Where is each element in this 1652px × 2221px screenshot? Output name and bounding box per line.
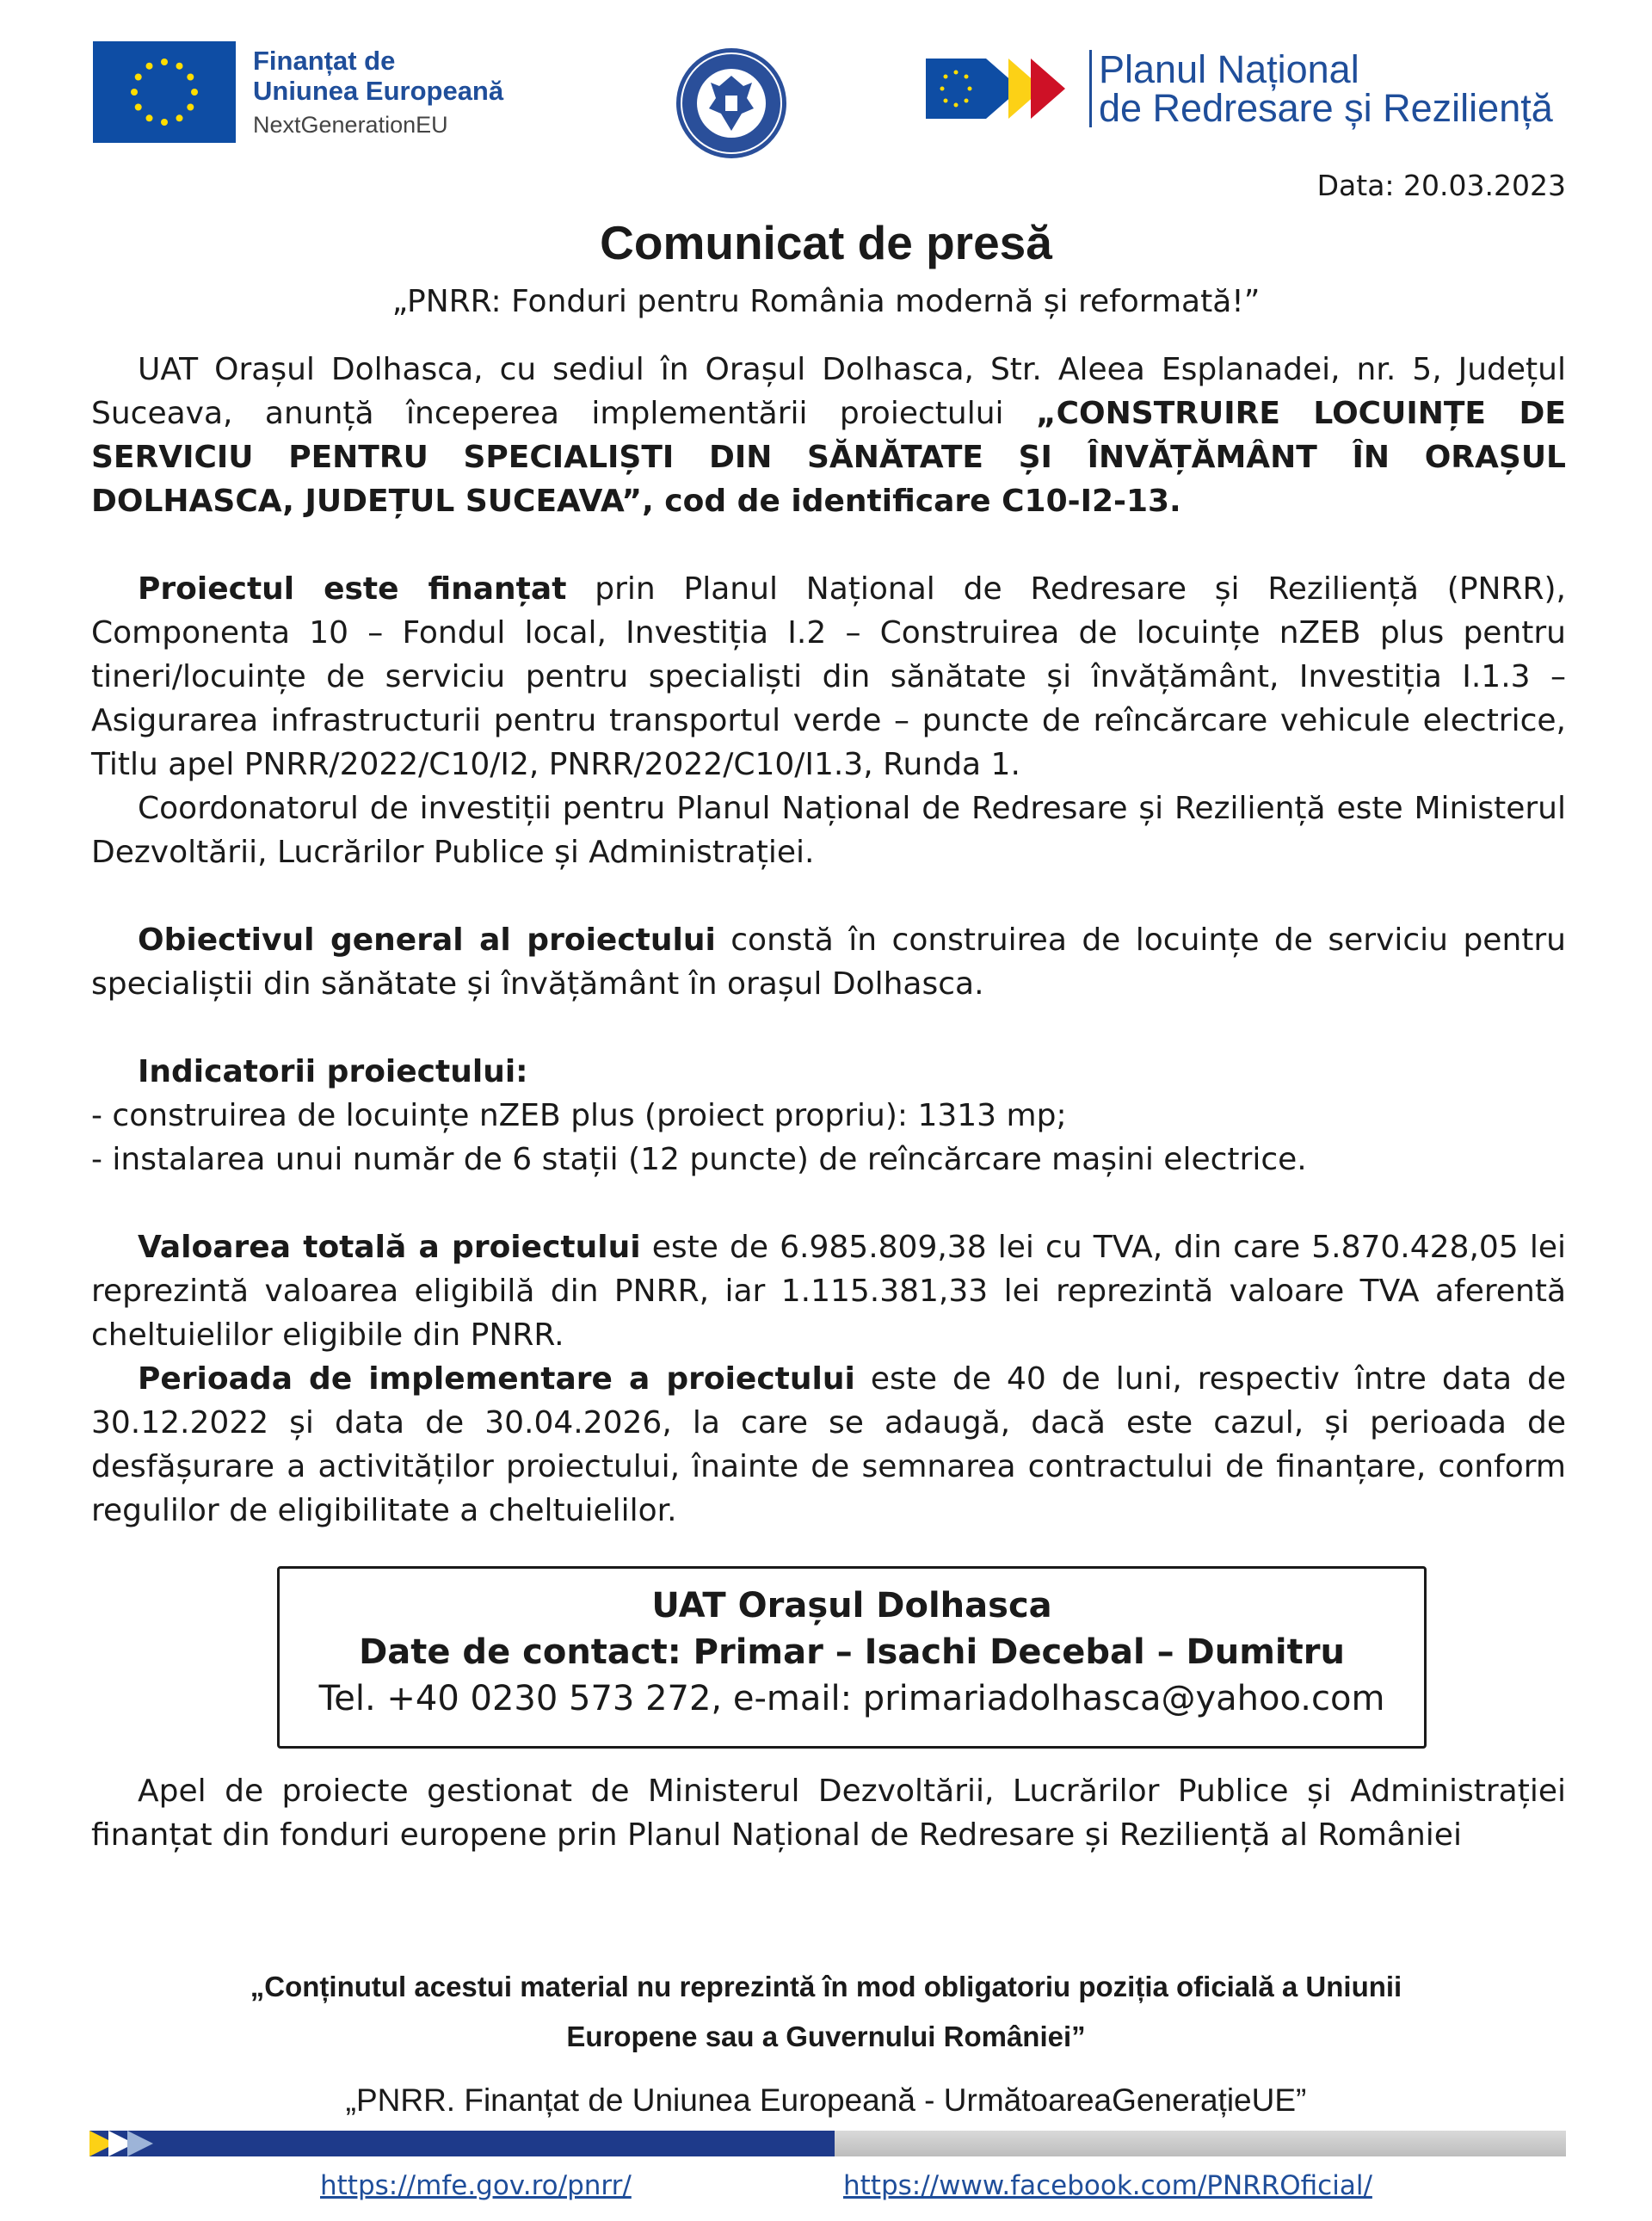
paragraph-objective: Obiectivul general al proiectului constă în construirea de locuințe de serviciu pentru specialiștii din sănătate și învățământ în orașul Dolhasca. bbox=[91, 922, 1566, 1002]
paragraph-implementation-period: Perioada de implementare a proiectului este de 40 de luni, respectiv între data de 30.12.2022 și data de 30.04.2026, la care se adaugă, dacă este cazul, și perioada de desfășurare a activităților proiectului, înainte de semnarea contractului de finanțare, conform regulilor de eligibilitate a cheltuielilor. bbox=[91, 1361, 1567, 1528]
disclaimer-line2: Europene sau a Guvernului României” bbox=[566, 2020, 1086, 2052]
tagline: „PNRR. Finanțat de Uniunea Europeană - UrmătoareaGenerațieUE” bbox=[345, 2082, 1307, 2118]
paragraph-financing: Proiectul este finanțat prin Planul Național de Redresare și Reziliență (PNRR), Componenta 10 – Fondul local, Investiția I.2 – Construirea de locuințe nZEB plus pentru tineri/locuințe de serviciu pentru specialiști din sănătate și învățământ, Investiția I.1.3 – Asigurarea infrastructurii pentru transportul verde – puncte de reîncărcare vehicule electrice, Titlu apel PNRR/2022/C10/I2, PNRR/2022/C10/I1.3, Runda 1. bbox=[91, 571, 1567, 782]
contact-box bbox=[277, 1566, 1427, 1749]
romanian-government-seal-icon bbox=[673, 45, 790, 162]
page-title: Comunicat de presă bbox=[600, 216, 1052, 269]
eu-funding-logo bbox=[93, 41, 503, 143]
contact-phone-email: Tel. +40 0230 573 272, e-mail: primariadolhasca@yahoo.com bbox=[318, 1679, 1385, 1718]
paragraph-total-value: Valoarea totală a proiectului este de 6.985.809,38 lei cu TVA, din care 5.870.428,05 lei reprezintă valoarea eligibilă din PNRR, iar 1.115.381,33 lei reprezintă valoare TVA aferentă cheltuielilor eligibile din PNRR. bbox=[91, 1230, 1566, 1353]
pnrr-title-line1: Planul Național bbox=[1099, 47, 1359, 91]
eu-funding-line2: Uniunea Europeană bbox=[253, 76, 504, 107]
paragraph-intro: UAT Orașul Dolhasca, cu sediul în Orașul Dolhasca, Str. Aleea Esplanadei, nr. 5, Județul Suceava, anunță începerea implementării proiectului „CONSTRUIRE LOCUINȚE DE SERVICIU PENTRU SPECIALIȘTI DIN SĂNĂTATE ȘI ÎNVĂȚĂMÂNT ÎN ORAȘUL DOLHASCA, JUDEȚUL SUCEAVA”, cod de identificare C10-I2-13. bbox=[91, 352, 1566, 519]
header-logos bbox=[0, 0, 1652, 163]
eu-funding-line3: NextGenerationEU bbox=[253, 112, 448, 139]
page-subtitle: „PNRR: Fonduri pentru România modernă și reformată!” bbox=[391, 284, 1261, 319]
eu-funding-line1: Finanțat de bbox=[253, 45, 396, 76]
pnrr-logo bbox=[926, 46, 1553, 131]
eu-flag-icon bbox=[93, 41, 236, 143]
pnrr-title-line2: de Redresare și Reziliență bbox=[1099, 86, 1553, 130]
facebook-pnrr-link[interactable]: https://www.facebook.com/PNRROficial/ bbox=[843, 2170, 1372, 2201]
indicator-item: - instalarea unui număr de 6 stații (12 puncte) de reîncărcare mașini electrice. bbox=[91, 1142, 1307, 1177]
paragraph-coordinator: Coordonatorul de investiții pentru Planul Național de Redresare și Reziliență este Ministerul Dezvoltării, Lucrărilor Publice și Administrației. bbox=[91, 791, 1566, 870]
indicators-heading: Indicatorii proiectului: bbox=[138, 1054, 528, 1089]
contact-org: UAT Orașul Dolhasca bbox=[651, 1586, 1052, 1626]
release-date: Data: 20.03.2023 bbox=[1316, 169, 1566, 202]
project-title: „CONSTRUIRE LOCUINȚE DE SERVICIU PENTRU SPECIALIȘTI DIN SĂNĂTATE ȘI ÎNVĂȚĂMÂNT ÎN ORAȘUL DOLHASCA, JUDEȚUL SUCEAVA”, cod de identificare C10-I2-13. bbox=[91, 396, 1566, 519]
press-release-body bbox=[91, 348, 1566, 1533]
contact-mayor: Date de contact: Primar – Isachi Decebal – Dumitru bbox=[359, 1632, 1345, 1672]
paragraph-managed-by: Apel de proiecte gestionat de Ministerul Dezvoltării, Lucrărilor Publice și Administrației finanțat din fonduri europene prin Planul Național de Redresare și Reziliență al României bbox=[91, 1774, 1566, 1853]
disclaimer bbox=[0, 1962, 1652, 2062]
indicator-item: - construirea de locuințe nZEB plus (proiect propriu): 1313 mp; bbox=[91, 1098, 1067, 1133]
pnrr-arrow-icon bbox=[926, 46, 1077, 131]
footer-arrow-icon bbox=[89, 2131, 167, 2156]
mfe-pnrr-link[interactable]: https://mfe.gov.ro/pnrr/ bbox=[320, 2170, 632, 2201]
footer-bar bbox=[89, 2131, 1566, 2156]
disclaimer-line1: „Conținutul acestui material nu reprezintă în mod obligatoriu poziția oficială a Uniunii bbox=[250, 1971, 1402, 2002]
